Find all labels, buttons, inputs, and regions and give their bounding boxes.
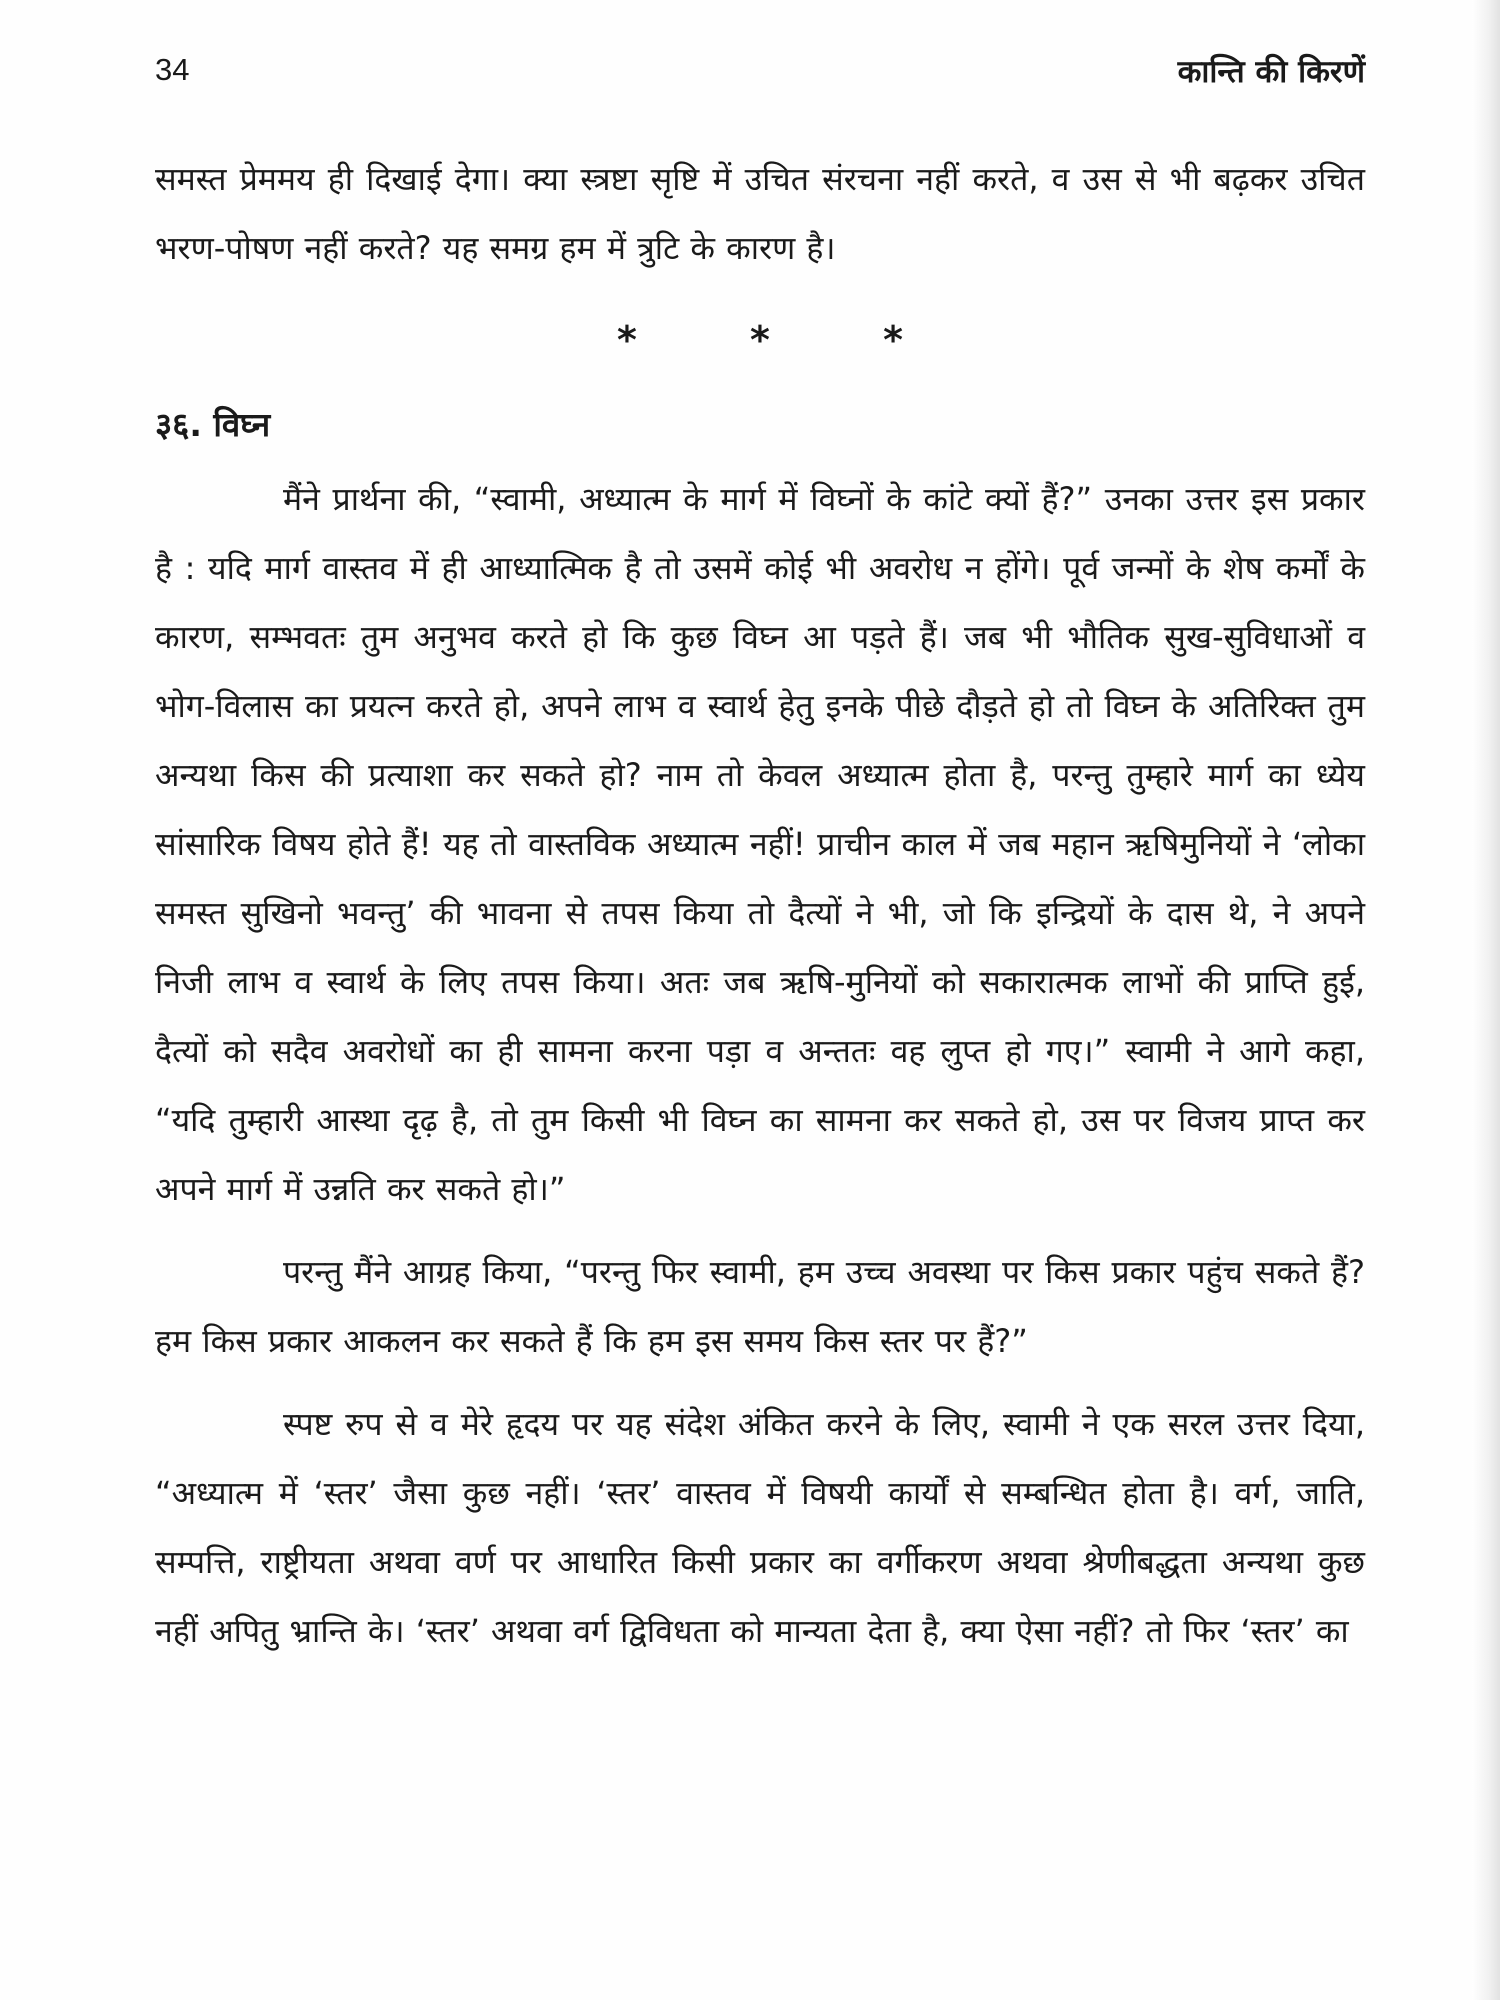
- page-binding-shadow: [1472, 0, 1500, 2000]
- paragraph-3: स्पष्ट रुप से व मेरे हृदय पर यह संदेश अंकित करने के लिए, स्वामी ने एक सरल उत्तर दिया, “अध्यात्म में ‘स्तर’ जैसा कुछ नहीं। ‘स्तर’ वास्तव में विषयी कार्यों से सम्बन्धित होता है। वर्ग, जाति, सम्पत्ति, राष्ट्रीयता अथवा वर्ण पर आधारित किसी प्रकार का वर्गीकरण अथवा श्रेणीबद्धता अन्यथा कुछ नहीं अपितु भ्रान्ति के। ‘स्तर’ अथवा वर्ग द्विविधता को मान्यता देता है, क्या ऐसा नहीं? तो फिर ‘स्तर’ का: [155, 1405, 1365, 1650]
- section-heading: ३६. विघ्न: [155, 405, 271, 444]
- paragraph-1: मैंने प्रार्थना की, “स्वामी, अध्यात्म के मार्ग में विघ्नों के कांटे क्यों हैं?” उनका उत्तर इस प्रकार है : यदि मार्ग वास्तव में ही आध्यात्मिक है तो उसमें कोई भी अवरोध न होंगे। पूर्व जन्मों के शेष कर्मों के कारण, सम्भवतः तुम अनुभव करते हो कि कुछ विघ्न आ पड़ते हैं। जब भी भौतिक सुख-सुविधाओं व भोग-विलास का प्रयत्न करते हो, अपने लाभ व स्वार्थ हेतु इनके पीछे दौड़ते हो तो विघ्न के अतिरिक्त तुम अन्यथा किस की प्रत्याशा कर सकते हो? नाम तो केवल अध्यात्म होता है, परन्तु तुम्हारे मार्ग का ध्येय सांसारिक विषय होते हैं! यह तो वास्तविक अध्यात्म नहीं! प्राचीन काल में जब महान ऋषिमुनियों ने ‘लोका समस्त सुखिनो भवन्तु’ की भावना से तपस किया तो दैत्यों ने भी, जो कि इन्द्रियों के दास थे, ने अपने निजी लाभ व स्वार्थ के लिए तपस किया। अतः जब ऋषि-मुनियों को सकारात्मक लाभों की प्राप्ति हुई, दैत्यों को सदैव अवरोधों का ही सामना करना पड़ा व अन्ततः वह लुप्त हो गए।” स्वामी ने आगे कहा, “यदि तुम्हारी आस्था दृढ़ है, तो तुम किसी भी विघ्न का सामना कर सकते हो, उस पर विजय प्राप्त कर अपने मार्ग में उन्नति कर सकते हो।”: [155, 480, 1365, 1208]
- paragraph-2: परन्तु मैंने आग्रह किया, “परन्तु फिर स्वामी, हम उच्च अवस्था पर किस प्रकार पहुंच सकते हैं? हम किस प्रकार आकलन कर सकते हैं कि हम इस समय किस स्तर पर हैं?”: [155, 1253, 1365, 1360]
- page-header: [155, 52, 1365, 112]
- page-body: [155, 145, 1365, 1666]
- page-number: 34: [155, 52, 190, 87]
- intro-paragraph: समस्त प्रेममय ही दिखाई देगा। क्या स्त्रष्टा सृष्टि में उचित संरचना नहीं करते, व उस से भी बढ़कर उचित भरण-पोषण नहीं करते? यह समग्र हम में त्रुटि के कारण है।: [155, 160, 1365, 267]
- section-separator: * * *: [616, 318, 954, 362]
- running-title: कान्ति की किरणें: [1177, 54, 1365, 90]
